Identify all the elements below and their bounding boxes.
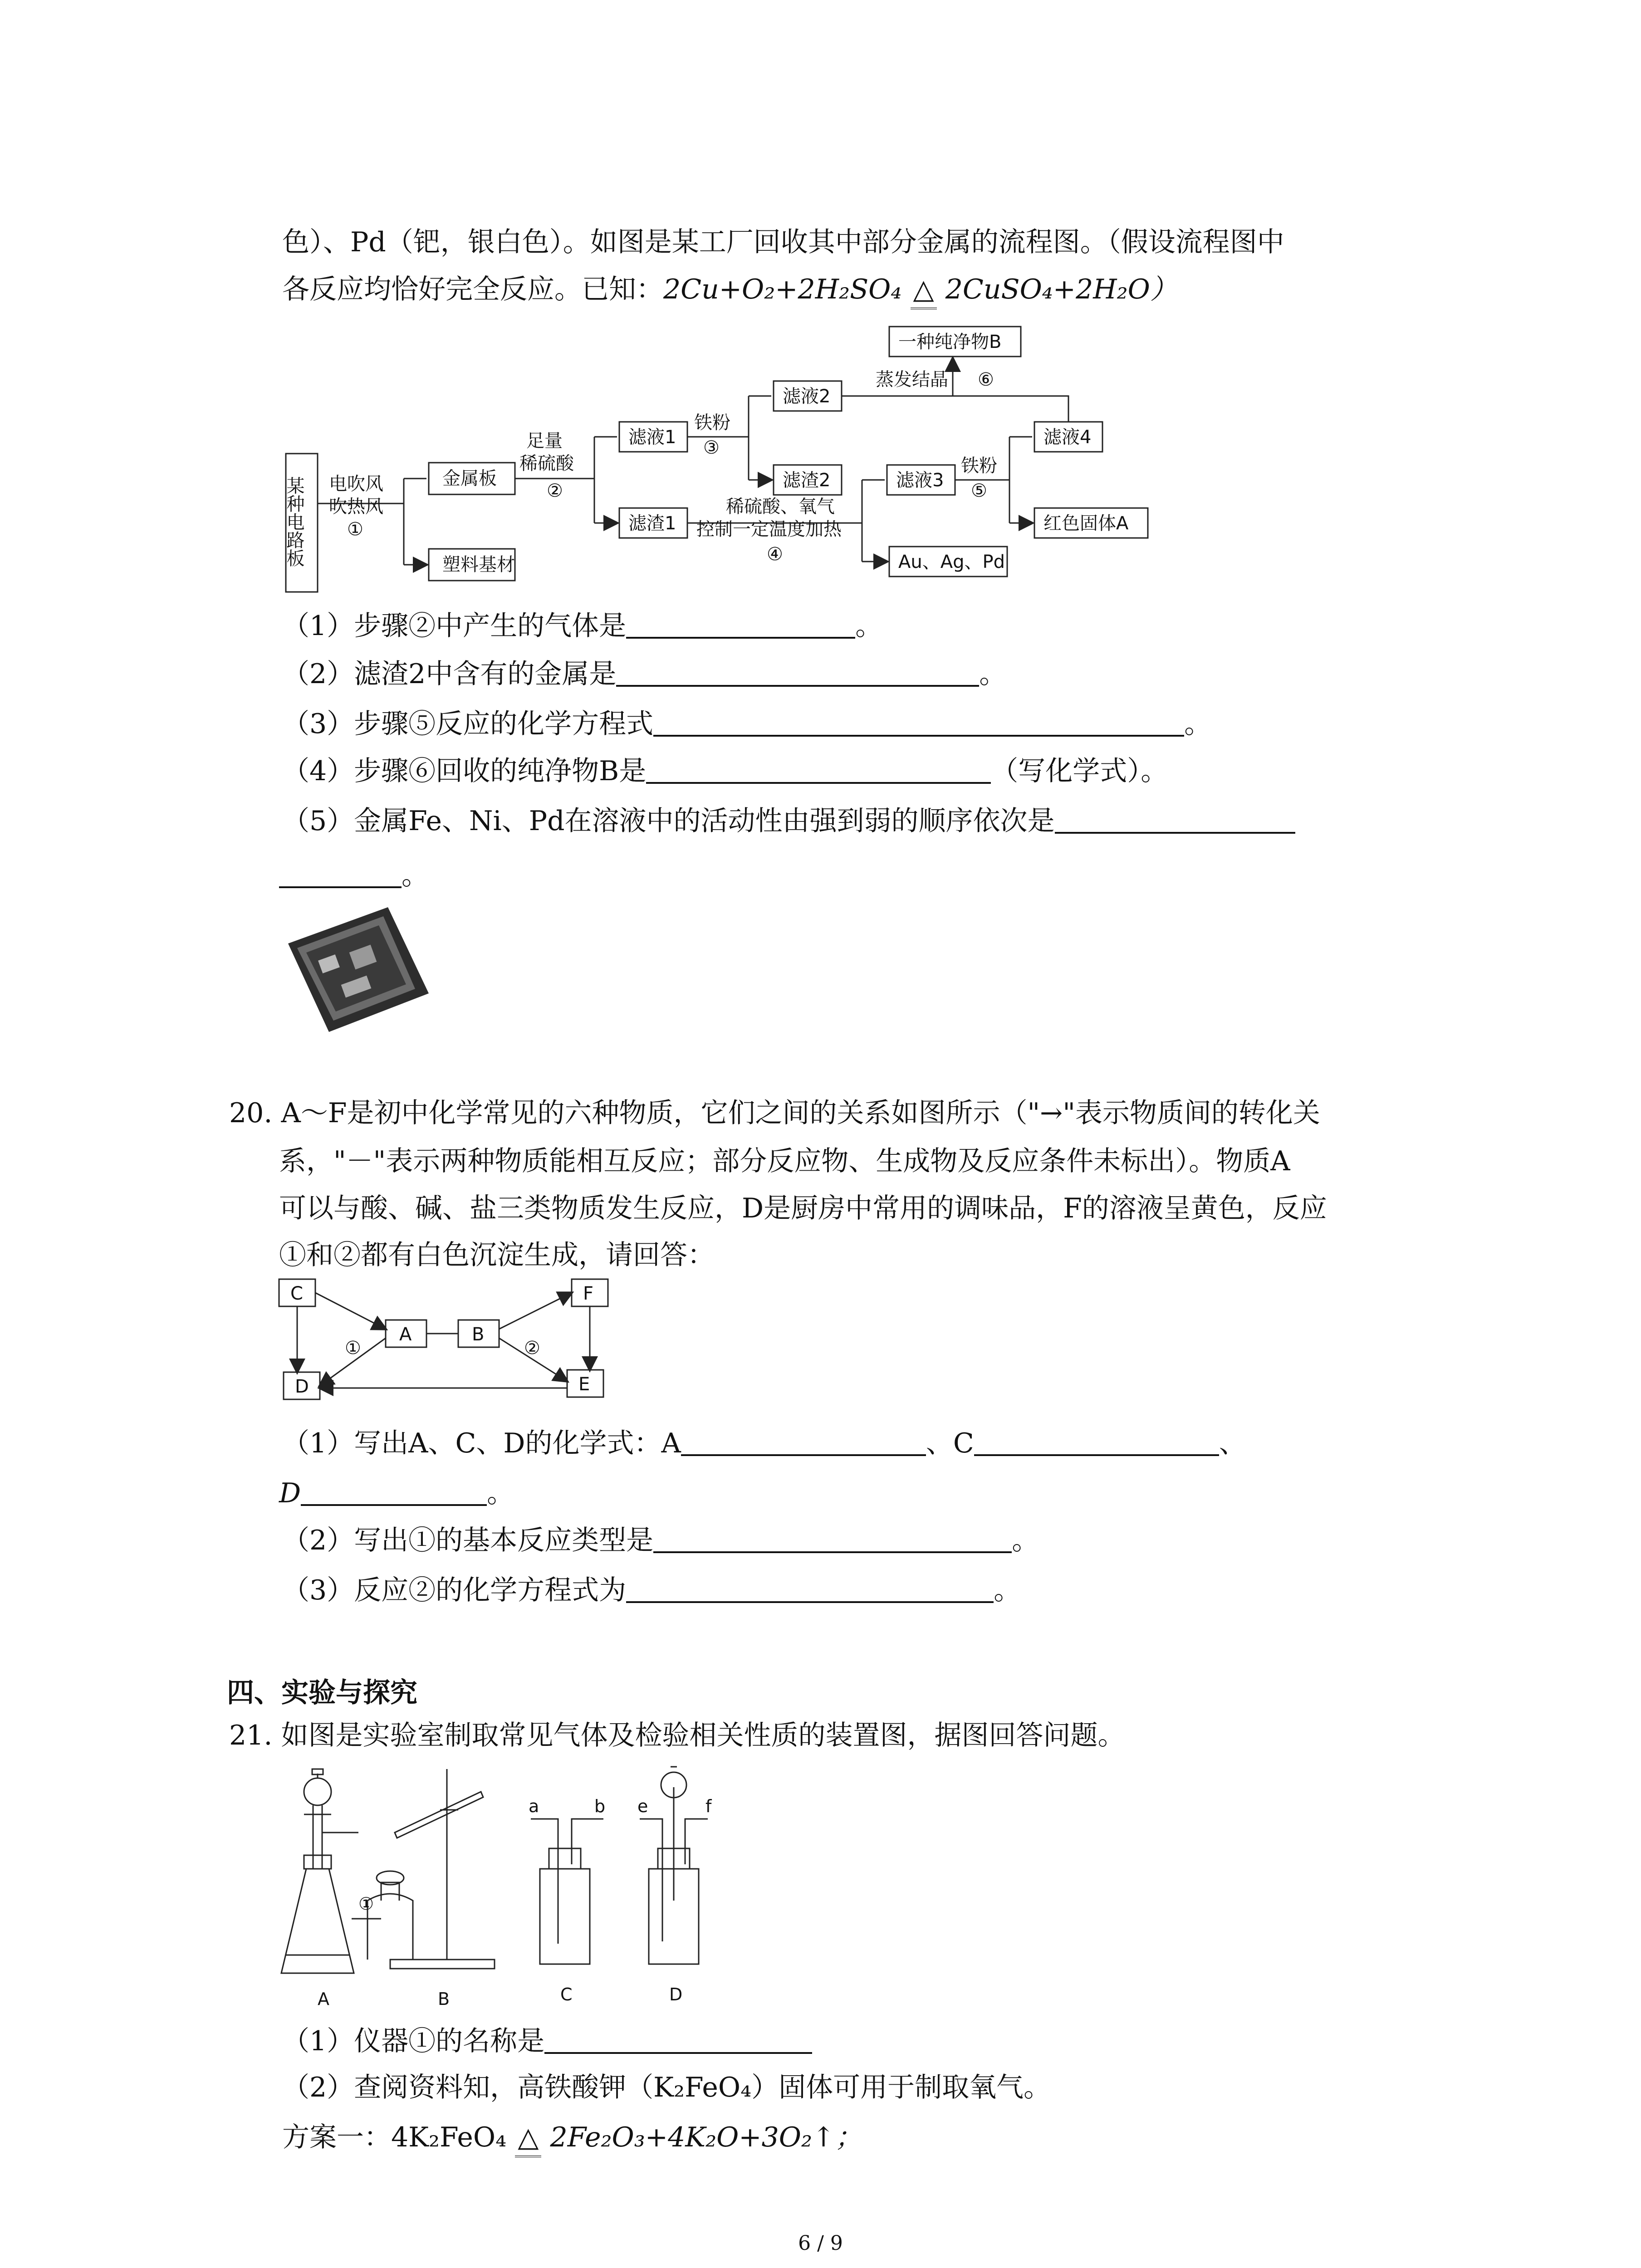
- step3-num: ③: [703, 437, 720, 458]
- q20-sub1: [282, 1425, 1246, 1461]
- q20-sub2-text: （2）写出①的基本反应类型是: [282, 1525, 654, 1556]
- q19-sub1-text: （1）步骤②中产生的气体是: [282, 610, 627, 642]
- answer-blank[interactable]: [544, 2025, 812, 2054]
- answer-blank[interactable]: [626, 610, 855, 639]
- filtrate2-label: 滤液2: [783, 386, 831, 407]
- pure-b-label: 一种纯净物B: [898, 332, 1002, 352]
- reaction-2-label: ②: [524, 1338, 540, 1359]
- plan1-prefix: 方案一：4K₂FeO₄: [282, 2121, 507, 2153]
- answer-blank[interactable]: [616, 658, 979, 687]
- node-e: E: [578, 1374, 590, 1395]
- q20-line4: ①和②都有白色沉淀生成，请回答：: [279, 1239, 715, 1271]
- q19-intro-prefix: 各反应均恰好完全反应。已知：: [282, 274, 663, 305]
- q20-sub3: [282, 1572, 1021, 1608]
- q21-plan1: [282, 2119, 862, 2157]
- q19-sub5-text: （5）金属Fe、Ni、Pd在溶液中的活动性由强到弱的顺序依次是: [282, 805, 1055, 837]
- q19-intro-line2: [282, 271, 1177, 309]
- node-d: D: [295, 1376, 309, 1397]
- q19-sub1-end: 。: [855, 610, 883, 642]
- node-a: A: [399, 1324, 412, 1345]
- q20-sub1-text: （1）写出A、C、D的化学式：A: [282, 1427, 681, 1459]
- metals-label: Au、Ag、Pd: [898, 552, 1005, 572]
- answer-blank[interactable]: [301, 1477, 487, 1506]
- step6-label: 蒸发结晶: [876, 369, 948, 390]
- q19-sub3-end: 。: [1184, 708, 1212, 740]
- q19-sub1: [282, 608, 882, 644]
- answer-blank[interactable]: [653, 1524, 1012, 1553]
- q19-sub5-cont: [279, 857, 429, 894]
- heat-condition: △: [911, 271, 937, 309]
- residue2-label: 滤渣2: [783, 470, 831, 491]
- heat-condition: △: [515, 2119, 541, 2157]
- reaction-1-label: ①: [345, 1338, 361, 1359]
- filtrate4-label: 滤液4: [1043, 427, 1092, 448]
- q20-sub1-end: 。: [487, 1477, 514, 1509]
- q20-sub2-end: 。: [1012, 1525, 1039, 1556]
- label-d: D: [669, 1984, 683, 2004]
- step5-num: ⑤: [971, 480, 987, 501]
- q19-sub4-text: （4）步骤⑥回收的纯净物B是: [282, 755, 647, 787]
- q20-line2: 系，"－"表示两种物质能相互反应；部分反应物、生成物及反应条件未标出）。物质A: [279, 1145, 1290, 1177]
- q19-intro-line1: 色）、Pd（钯，银白色）。如图是某工厂回收其中部分金属的流程图。（假设流程图中: [282, 226, 1284, 258]
- q21-sub1-text: （1）仪器①的名称是: [282, 2025, 545, 2057]
- label-a: A: [318, 1989, 329, 2009]
- recycling-flowchart: [272, 318, 1180, 608]
- section-heading: 四、实验与探究: [227, 1677, 417, 1709]
- q19-sub2-text: （2）滤渣2中含有的金属是: [282, 658, 617, 690]
- label-port-a: a: [529, 1796, 539, 1816]
- q20-sub1-d: D: [279, 1477, 301, 1509]
- q19-sub3: [282, 706, 1211, 742]
- q21-sub2: （2）查阅资料知，高铁酸钾（K₂FeO₄）固体可用于制取氧气。: [282, 2072, 1051, 2103]
- answer-blank[interactable]: [279, 859, 402, 888]
- step2-label-b: 稀硫酸: [519, 453, 574, 474]
- lab-apparatus-figure: [277, 1765, 794, 2019]
- q20-sub3-end: 。: [994, 1574, 1021, 1606]
- known-equation-right: 2CuSO₄+2H₂O）: [945, 274, 1177, 305]
- answer-blank[interactable]: [681, 1427, 926, 1456]
- red-solid-label: 红色固体A: [1043, 513, 1129, 534]
- q21-line1: 21. 如图是实验室制取常见气体及检验相关性质的装置图，据图回答问题。: [229, 1720, 1125, 1751]
- label-c: C: [560, 1984, 573, 2004]
- metal-plate-label: 金属板: [442, 468, 497, 489]
- q19-sub5: [282, 803, 1295, 839]
- step2-num: ②: [547, 480, 563, 501]
- residue1-label: 滤渣1: [628, 513, 676, 534]
- q20-line1: 20. A～F是初中化学常见的六种物质，它们之间的关系如图所示（"→"表示物质间的转化关: [229, 1097, 1320, 1129]
- page-number: 6 / 9: [798, 2232, 843, 2255]
- q20-sub3-text: （3）反应②的化学方程式为: [282, 1574, 627, 1606]
- box-circuit-board-label: 某种电路板: [284, 476, 304, 567]
- step1-label-a: 电吹风: [329, 474, 383, 494]
- label-port-b: b: [594, 1796, 606, 1816]
- label-port-f: f: [705, 1796, 712, 1816]
- node-c: C: [290, 1283, 303, 1304]
- label-port-e: e: [637, 1796, 648, 1816]
- step4-label-b: 控制一定温度加热: [696, 519, 842, 540]
- plan1-equation: 2Fe₂O₃+4K₂O+3O₂↑；: [550, 2121, 862, 2153]
- step4-label-a: 稀硫酸、氧气: [726, 496, 835, 517]
- node-b: B: [472, 1324, 485, 1345]
- label-instrument-1: ①: [358, 1894, 374, 1914]
- q19-sub4: [282, 753, 1168, 789]
- q19-sub2: [282, 656, 1006, 692]
- q20-sub1-cont: [279, 1475, 514, 1511]
- circuit-board-photo: [279, 903, 438, 1034]
- filtrate3-label: 滤液3: [896, 470, 944, 491]
- plastic-label: 塑料基材: [442, 554, 515, 575]
- answer-blank[interactable]: [626, 1574, 994, 1603]
- step1-num: ①: [347, 519, 363, 540]
- q20-sub1-sep: 、: [1219, 1427, 1246, 1459]
- step3-label: 铁粉: [694, 412, 730, 433]
- step1-label-b: 吹热风: [329, 496, 383, 517]
- step4-num: ④: [767, 544, 783, 565]
- step2-label-a: 足量: [526, 430, 563, 451]
- q20-line3: 可以与酸、碱、盐三类物质发生反应，D是厨房中常用的调味品，F的溶液呈黄色，反应: [279, 1193, 1327, 1224]
- answer-blank[interactable]: [1055, 805, 1295, 834]
- q20-sub2: [282, 1522, 1039, 1559]
- q20-sub1-c: 、C: [926, 1427, 974, 1459]
- q19-sub5-end: 。: [402, 860, 429, 891]
- filtrate1-label: 滤液1: [628, 427, 676, 448]
- known-equation-left: 2Cu+O₂+2H₂SO₄: [663, 274, 902, 305]
- step5-label: 铁粉: [961, 455, 997, 476]
- node-f: F: [583, 1283, 594, 1304]
- answer-blank[interactable]: [974, 1427, 1219, 1456]
- q19-sub2-end: 。: [979, 658, 1007, 690]
- q19-sub4-end: （写化学式）。: [991, 755, 1168, 787]
- answer-blank[interactable]: [653, 708, 1184, 737]
- q19-sub3-text: （3）步骤⑤反应的化学方程式: [282, 708, 654, 740]
- answer-blank[interactable]: [646, 755, 991, 784]
- step6-num: ⑥: [978, 369, 994, 390]
- substance-relation-diagram: [277, 1275, 622, 1411]
- q21-sub1: [282, 2023, 812, 2059]
- label-b: B: [438, 1989, 450, 2009]
